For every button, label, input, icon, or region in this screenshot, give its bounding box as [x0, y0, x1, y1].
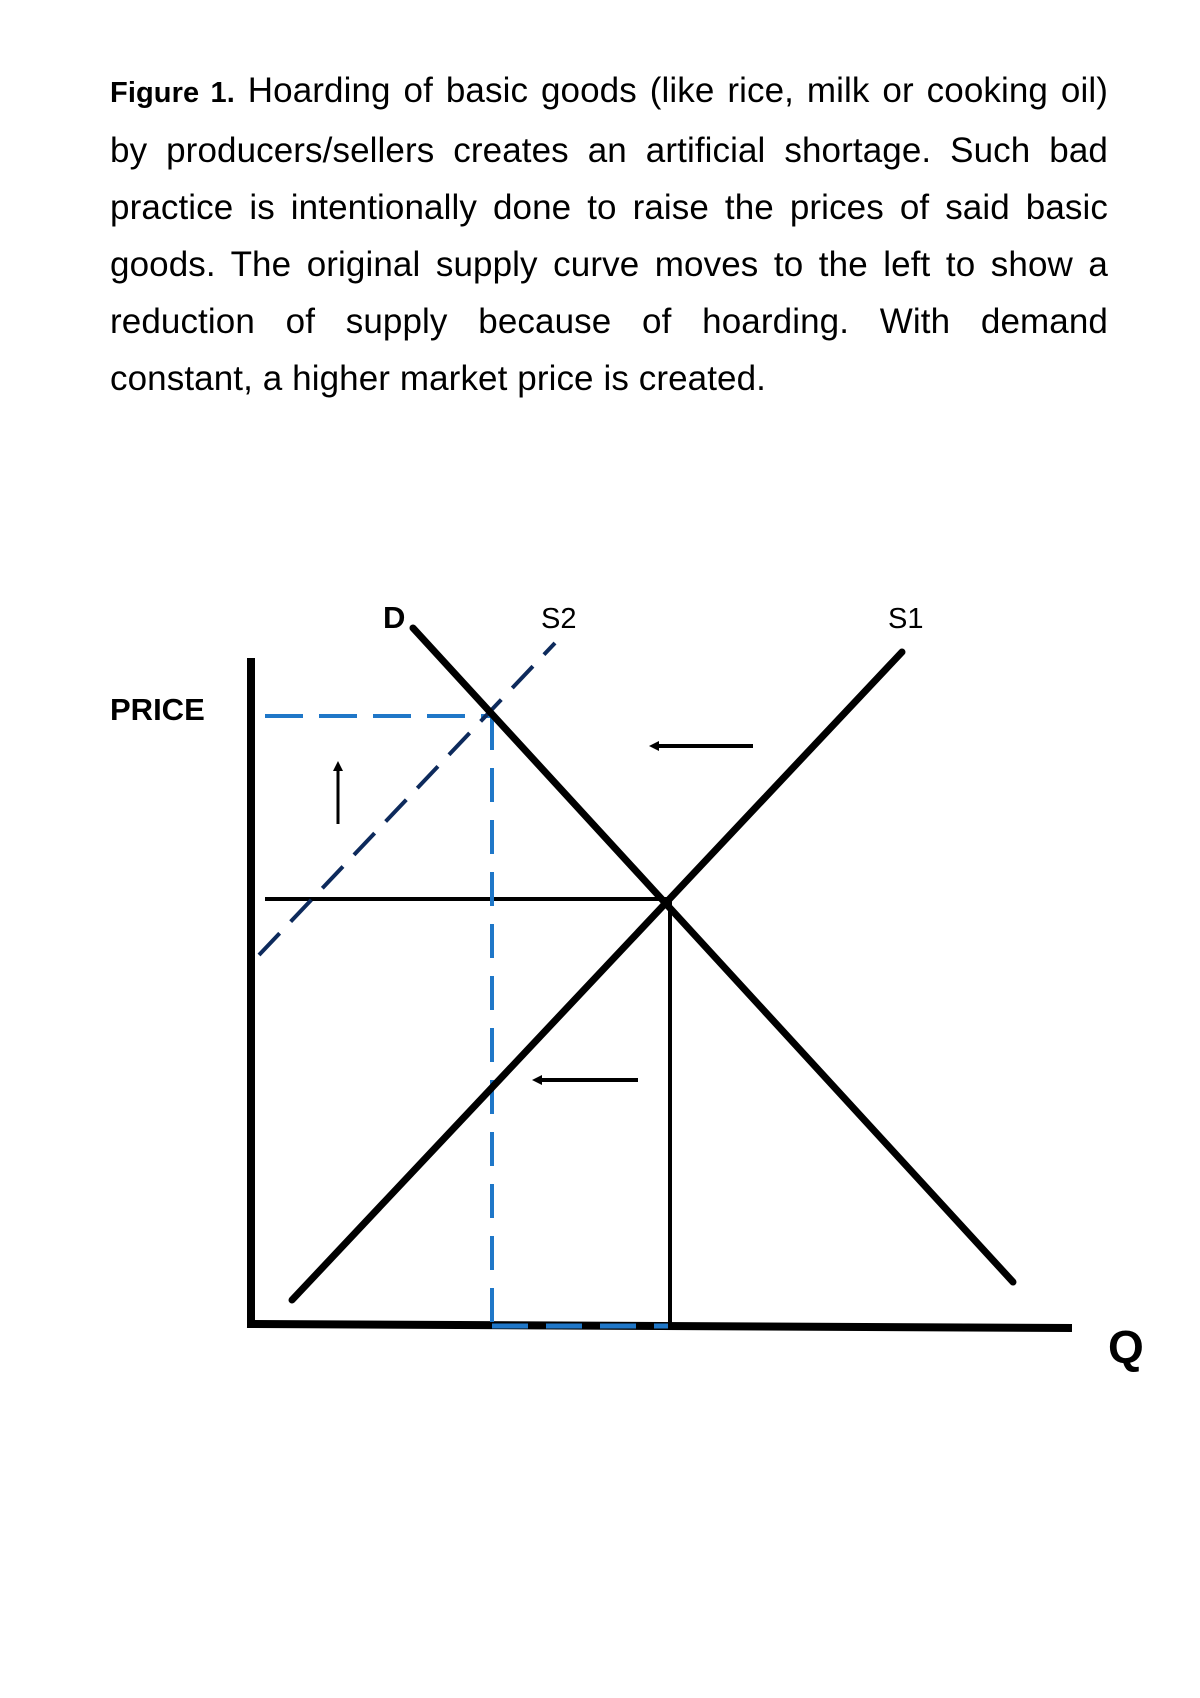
- demand-label: D: [383, 600, 406, 635]
- figure-label: Figure 1.: [110, 77, 235, 109]
- supply-original-label: S1: [888, 603, 924, 635]
- price-axis-label: PRICE: [110, 692, 205, 727]
- supply-new-label: S2: [541, 603, 577, 635]
- demand-curve: [413, 628, 1013, 1282]
- supply-curve-s1: [292, 652, 902, 1300]
- figure-caption-text: Hoarding of basic goods (like rice, milk or cooking oil) by producers/sellers creates an artificial shortage. Such bad practice is intentionally done to raise the prices of said basic goods. The original supply curve moves to the left to show a reduction of supply because of hoarding. With demand constant, a higher market price is created.: [110, 71, 1108, 398]
- supply-curve-s2: [259, 643, 555, 955]
- quantity-axis-label: Q: [1108, 1321, 1144, 1373]
